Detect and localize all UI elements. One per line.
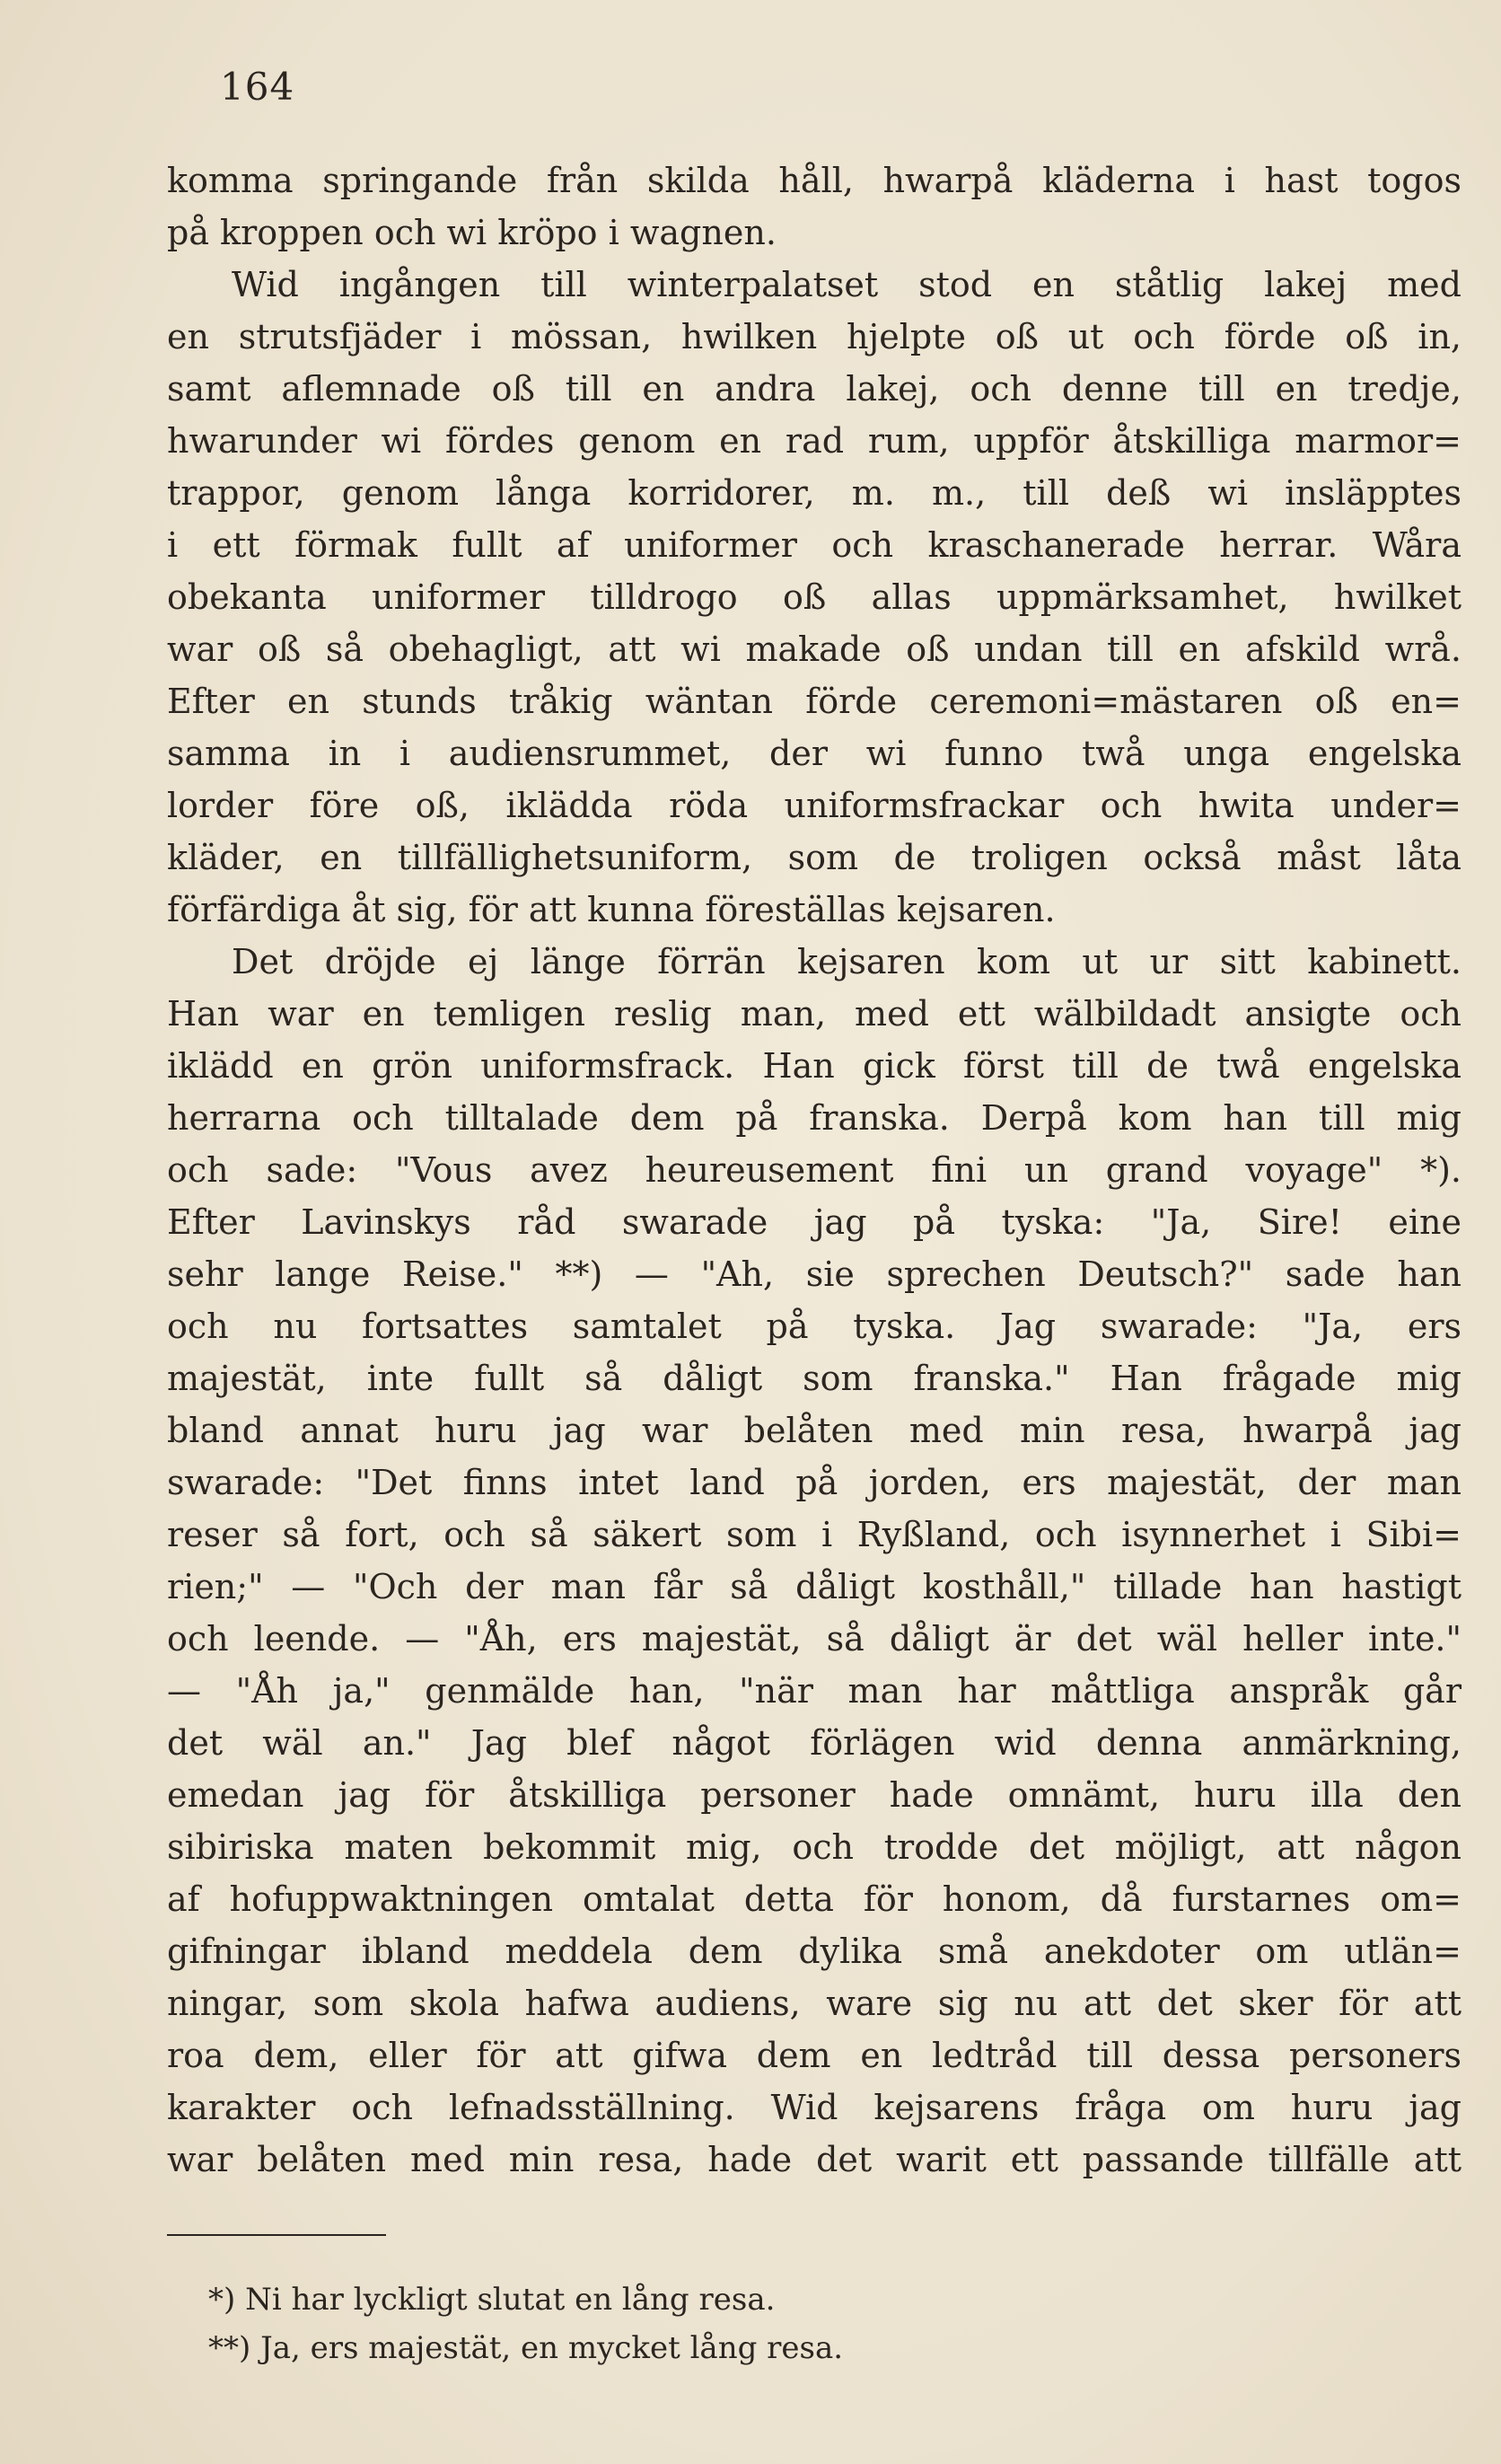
text-line: komma springande från skilda håll, hwarpå kläderna i hast togos — [167, 161, 1462, 200]
text-line: sehr lange Reise." **) — "Ah, sie sprechen Deutsch?" sade han — [167, 1254, 1462, 1294]
footnote-rule — [167, 2234, 386, 2236]
text-line: emedan jag för åtskilliga personer hade omnämt, huru illa den — [167, 1775, 1462, 1815]
footnotes — [208, 2275, 843, 2372]
text-line: och sade: "Vous avez heureusement fini un grand voyage" *). — [167, 1150, 1462, 1190]
text-line: war belåten med min resa, hade det warit ett passande tillfälle att — [167, 2140, 1462, 2179]
text-line: en strutsfjäder i mössan, hwilken hjelpte oß ut och förde oß in, — [167, 317, 1462, 356]
text-line: kläder, en tillfällighetsuniform, som de troligen också måst låta — [167, 838, 1462, 877]
text-line: lorder före oß, iklädda röda uniformsfrackar och hwita under= — [167, 786, 1462, 825]
text-line: trappor, genom långa korridorer, m. m., till deß wi insläpptes — [167, 473, 1462, 513]
text-line: majestät, inte fullt så dåligt som franska." Han frågade mig — [167, 1359, 1462, 1398]
text-line: war oß så obehagligt, att wi makade oß undan till en afskild wrå. — [167, 629, 1462, 669]
text-line: och leende. — "Åh, ers majestät, så dåligt är det wäl heller inte." — [167, 1619, 1462, 1659]
text-line: Wid ingången till winterpalatset stod en ståtlig lakej med — [232, 265, 1462, 304]
text-line: iklädd en grön uniformsfrack. Han gick först till de twå engelska — [167, 1046, 1462, 1086]
text-line: i ett förmak fullt af uniformer och kraschanerade herrar. Wåra — [167, 525, 1462, 565]
text-line: Efter en stunds tråkig wäntan förde ceremoni=mästaren oß en= — [167, 682, 1462, 721]
footnote: *) Ni har lyckligt slutat en lång resa. — [208, 2282, 776, 2318]
text-line: och nu fortsattes samtalet på tyska. Jag swarade: "Ja, ers — [167, 1307, 1462, 1346]
page-number: 164 — [220, 65, 295, 109]
text-line: hwarunder wi fördes genom en rad rum, uppför åtskilliga marmor= — [167, 421, 1462, 461]
text-line: sibiriska maten bekommit mig, och trodde det möjligt, att någon — [167, 1827, 1462, 1867]
text-line: gifningar ibland meddela dem dylika små anekdoter om utlän= — [167, 1932, 1462, 1971]
text-line: Det dröjde ej länge förrän kejsaren kom ut ur sitt kabinett. — [232, 942, 1462, 981]
body-text — [167, 154, 1462, 2186]
text-line: herrarna och tilltalade dem på franska. Derpå kom han till mig — [167, 1098, 1462, 1138]
footnote: **) Ja, ers majestät, en mycket lång resa. — [208, 2330, 844, 2366]
text-line: af hofuppwaktningen omtalat detta för honom, då furstarnes om= — [167, 1879, 1462, 1919]
text-line: rien;" — "Och der man får så dåligt kosthåll," tillade han hastigt — [167, 1567, 1462, 1606]
text-line: på kroppen och wi kröpo i wagnen. — [167, 213, 777, 252]
text-line: Han war en temligen reslig man, med ett wälbildadt ansigte och — [167, 994, 1462, 1034]
text-line: ningar, som skola hafwa audiens, ware sig nu att det sker för att — [167, 1984, 1462, 2023]
text-line: — "Åh ja," genmälde han, "när man har måttliga anspråk går — [167, 1671, 1462, 1711]
text-line: samt aflemnade oß till en andra lakej, och denne till en tredje, — [167, 369, 1462, 409]
text-line: karakter och lefnadsställning. Wid kejsarens fråga om huru jag — [167, 2088, 1462, 2127]
text-line: Efter Lavinskys råd swarade jag på tyska: "Ja, Sire! eine — [167, 1202, 1462, 1242]
text-line: swarade: "Det finns intet land på jorden, ers majestät, der man — [167, 1463, 1462, 1502]
text-line: förfärdiga åt sig, för att kunna föreställas kejsaren. — [167, 890, 1056, 929]
text-line: roa dem, eller för att gifwa dem en ledtråd till dessa personers — [167, 2036, 1462, 2075]
text-line: det wäl an." Jag blef något förlägen wid denna anmärkning, — [167, 1723, 1462, 1763]
text-line: obekanta uniformer tilldrogo oß allas uppmärksamhet, hwilket — [167, 577, 1462, 617]
text-line: bland annat huru jag war belåten med min resa, hwarpå jag — [167, 1411, 1462, 1450]
text-line: samma in i audiensrummet, der wi funno twå unga engelska — [167, 734, 1462, 773]
text-line: reser så fort, och så säkert som i Ryßland, och isynnerhet i Sibi= — [167, 1515, 1462, 1554]
